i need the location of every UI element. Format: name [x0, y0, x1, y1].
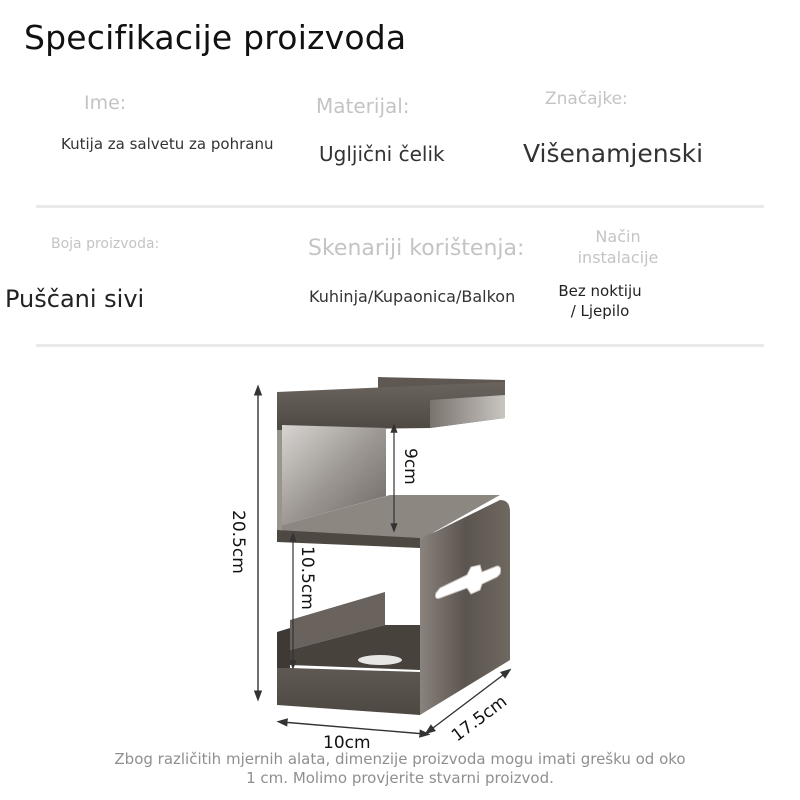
spec-value-features: Višenamjenski	[523, 139, 704, 168]
disclaimer-line2: 1 cm. Molimo provjerite stvarni proizvod.	[246, 769, 554, 787]
dim-bottom-compartment-label: 10.5cm	[297, 546, 317, 610]
spec-value-material: Ugljični čelik	[319, 142, 445, 166]
spec-label-installation-line2: instalacije	[577, 248, 659, 267]
spec-label-color: Boja proizvoda:	[51, 236, 160, 252]
dim-width-label: 10cm	[323, 733, 371, 753]
spec-label-features: Značajke:	[545, 89, 628, 109]
top-tray	[277, 377, 505, 430]
disclaimer	[0, 750, 800, 788]
spec-label-material: Materijal:	[316, 94, 410, 118]
lower-compartment	[277, 592, 420, 715]
disclaimer-line1: Zbog različitih mjernih alata, dimenzije proizvoda mogu imati grešku od oko	[114, 750, 686, 768]
page-title: Specifikacije proizvoda	[24, 18, 407, 57]
spec-label-name: Ime:	[84, 92, 127, 114]
spec-value-installation-line1: Bez noktiju	[558, 282, 642, 300]
spec-label-usage: Skenariji korištenja:	[308, 236, 525, 261]
dim-top-compartment-label: 9cm	[400, 448, 420, 485]
spec-value-installation-line2: / Ljepilo	[570, 302, 630, 320]
spec-value-usage: Kuhinja/Kupaonica/Balkon	[309, 287, 516, 306]
dim-depth-label: 17.5cm	[448, 691, 511, 746]
spec-value-name: Kutija za salvetu za pohranu	[61, 135, 274, 153]
spec-value-color: Puščani sivi	[5, 285, 145, 313]
dim-height-label: 20.5cm	[228, 510, 248, 574]
spec-label-installation-line1: Način	[595, 227, 641, 246]
